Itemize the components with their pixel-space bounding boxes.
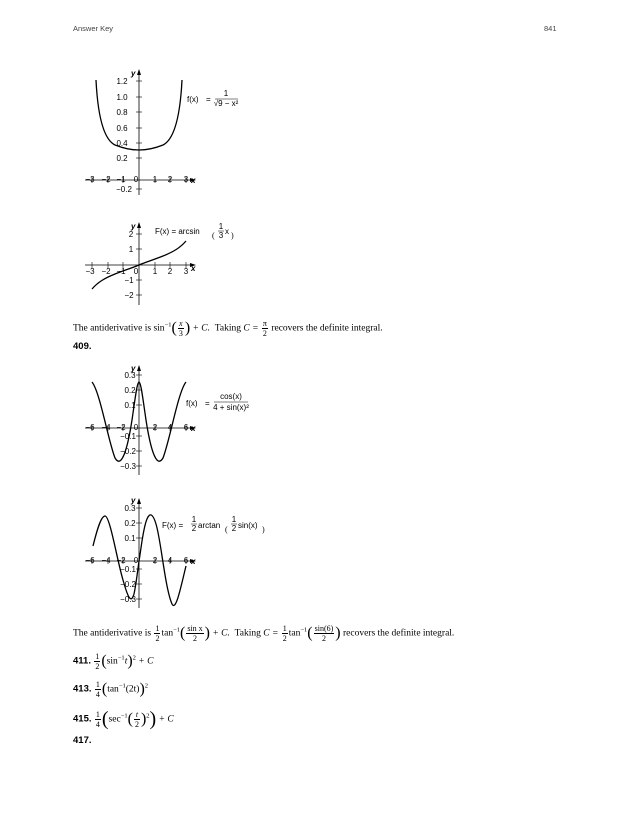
graph2-xtick: 3 — [183, 267, 189, 276]
text2-c-eq: C = — [263, 628, 279, 639]
text1-c-frac: $\frac{\pi}{2}$ — [262, 319, 267, 338]
text2-coef: $\frac{1}{2}$ — [155, 624, 160, 643]
graph4-label-mid: arctan — [198, 521, 221, 530]
text1-exp: −1 — [164, 321, 172, 329]
exercise-number-411: 411. — [73, 655, 91, 667]
graph1-ytick: 0.8 — [116, 108, 128, 117]
graph4-inner-num: 1 — [231, 515, 237, 524]
graph2-ytick: −2 — [124, 291, 134, 300]
graph4-y-axis-label: y — [131, 496, 136, 505]
graph4-inner-den: 2 — [231, 524, 237, 533]
graph1-xtick: 1 — [152, 175, 158, 184]
text2-suffix: recovers the definite integral. — [342, 628, 455, 639]
graph4-xtick: 0 — [133, 556, 139, 565]
graph3-xtick: 2 — [152, 423, 158, 432]
graph4-half-num: 1 — [191, 515, 197, 524]
graph4-label: F(x) = — [162, 521, 184, 530]
graph4-label-tail: sin(x) — [238, 521, 258, 530]
text1-plus-c: + C. — [192, 323, 211, 334]
graph2-frac-num: 1 — [218, 222, 224, 231]
graph1-xtick: 2 — [167, 175, 173, 184]
graph1-xtick: −2 — [101, 175, 111, 184]
exercise-number-413: 413. — [73, 683, 92, 695]
graph3-ytick: −0.3 — [120, 462, 136, 471]
svg-text:(: ( — [225, 525, 228, 534]
graph3-xtick: −2 — [116, 423, 126, 432]
graph2-ytick: 2 — [128, 230, 134, 239]
graph2-xtick: −3 — [85, 267, 95, 276]
text1-frac: $\frac{x}{3}$ — [178, 319, 183, 338]
text1-taking: Taking — [214, 323, 242, 334]
graph1-xtick: −1 — [116, 175, 126, 184]
graph2-x-ticks — [85, 262, 188, 276]
graph3-axes — [85, 364, 196, 475]
text2-c-fn: tan — [288, 628, 301, 639]
graph3-xtick: 0 — [133, 423, 139, 432]
graph4-ytick: −0.1 — [120, 565, 136, 574]
graph1-x-ticks — [85, 175, 188, 184]
graph4-xtick: 2 — [152, 556, 158, 565]
svg-text:): ) — [231, 231, 234, 240]
graph3-equals: = — [205, 399, 210, 408]
graph4-ytick: −0.2 — [120, 580, 136, 589]
graph3-xtick: 6 — [183, 423, 189, 432]
graph2-ytick: 1 — [128, 245, 134, 254]
graph3-ytick: −0.2 — [120, 447, 136, 456]
exercise-number-415: 415. — [73, 713, 92, 725]
graph1-ytick: 0.2 — [116, 154, 128, 163]
graph3-xtick: −4 — [101, 423, 111, 432]
graph1-ytick: 1.2 — [116, 77, 128, 86]
text1-c-eq: C = — [243, 323, 259, 334]
exercise-number-409: 409. — [73, 341, 92, 352]
graph4-half-den: 2 — [191, 524, 197, 533]
graph1-ytick: 1.0 — [116, 93, 128, 102]
text1-prefix: The antiderivative is — [73, 323, 152, 334]
graph4-xtick: 4 — [167, 556, 173, 565]
graph2-label: F(x) = arcsin — [155, 227, 200, 236]
graph2-frac-den: 3 — [218, 231, 224, 240]
exercise-413: 413. $\frac{1}{4}$ $(\tan^{-1}(2t))^2$ — [73, 680, 149, 699]
running-header-title: Answer Key — [73, 24, 114, 33]
graph2-xtick: 0 — [133, 267, 139, 276]
graph3-xtick: 4 — [167, 423, 173, 432]
graph2-xtick: 2 — [167, 267, 173, 276]
graph1-ytick: 0.6 — [116, 124, 128, 133]
graph3-ytick: −0.1 — [120, 432, 136, 441]
graph2-ytick: −1 — [124, 276, 134, 285]
text2-exp: −1 — [173, 626, 180, 634]
exercise-number-417: 417. — [73, 735, 92, 746]
antiderivative-statement-1: The antiderivative is $\sin^{-1}$( $\frac{x}{3}$ ) + C. Taking C = $\frac{\pi}{2}$ recovers the definite integral. — [73, 319, 383, 338]
graph3-function-name: f(x) — [186, 399, 198, 408]
graph1-y-axis-label: y — [131, 69, 136, 78]
graph2-xtick: −2 — [101, 267, 111, 276]
graph1-equals: = — [206, 95, 211, 104]
graph3-x-ticks — [85, 423, 188, 432]
graph1-ytick: −0.2 — [116, 185, 132, 194]
graph2-x-axis-label: x — [191, 264, 196, 273]
graph3-y-axis-label: y — [131, 364, 136, 373]
graph3-frac-num: cos(x) — [220, 392, 242, 401]
graph4-ytick: 0.3 — [124, 504, 136, 513]
graph4-ytick: −0.3 — [120, 595, 136, 604]
text2-c-frac: $\frac{\sin(6)}{2}$ — [314, 624, 334, 643]
antiderivative-statement-2: The antiderivative is $\frac{1}{2}$ $\tan^{-1}$( $\frac{\text{sin x}}{2}$ ) + C. Taking C = $\frac{1}{2}$ $\tan^{-1}$( $\frac{\sin(6)}{2}$ ) recovers the definite integral. — [73, 624, 455, 643]
exercise-411: 411. $\frac{1}{2}$ $(\sin^{-1}t)^2 + C$ — [73, 652, 154, 671]
graph4-x-ticks — [85, 556, 188, 565]
text2-taking: Taking — [234, 628, 261, 639]
text2-frac: $\frac{\text{sin x}}{2}$ — [187, 624, 203, 643]
text1-fn: sin — [153, 323, 165, 334]
graph1-xtick: 3 — [183, 175, 189, 184]
graph3-frac-den: 4 + sin(x)² — [213, 403, 249, 412]
graph1-frac-num: 1 — [223, 89, 229, 98]
graph1-xtick: −3 — [85, 175, 95, 184]
svg-text:(: ( — [212, 231, 215, 240]
exercise-415: 415. $\frac{1}{4}$ ($\sec^{-1}$( $\frac{t}{2}$ )$^2$) + C — [73, 708, 174, 730]
text1-suffix: recovers the definite integral. — [271, 323, 383, 334]
graph2-label-tail: x — [225, 227, 229, 236]
graph2-y-axis-label: y — [131, 222, 136, 231]
text2-prefix: The antiderivative is — [73, 628, 152, 639]
text2-c-coef: $\frac{1}{2}$ — [282, 624, 287, 643]
graph1-ytick: 0.4 — [116, 139, 128, 148]
graph4-xtick: −4 — [101, 556, 111, 565]
graph3-x-axis-label: x — [191, 424, 196, 433]
graph4-x-axis-label: x — [191, 557, 196, 566]
graph3-ytick: 0.2 — [124, 386, 136, 395]
graph1-xtick: 0 — [133, 175, 139, 184]
graph3-ytick: 0.1 — [124, 401, 136, 410]
text2-c-exp: −1 — [300, 626, 308, 634]
graph4-ytick: 0.1 — [124, 534, 136, 543]
text2-fn: tan — [161, 628, 174, 639]
graph4-xtick: −2 — [116, 556, 126, 565]
graph4-ytick: 0.2 — [124, 519, 136, 528]
graph4-xtick: −6 — [85, 556, 95, 565]
graph3-ytick: 0.3 — [124, 371, 136, 380]
page-number: 841 — [544, 24, 557, 33]
text2-plus-c: + C. — [212, 628, 230, 639]
graph1-frac-den: √9 − x² — [213, 99, 239, 108]
graph3-xtick: −6 — [85, 423, 95, 432]
svg-text:): ) — [262, 525, 265, 534]
graph4-xtick: 6 — [183, 556, 189, 565]
graph1-function-name: f(x) — [187, 95, 199, 104]
graph2-xtick: 1 — [152, 267, 158, 276]
graph1-x-axis-label: x — [191, 176, 196, 185]
graph2-xtick: −1 — [116, 267, 126, 276]
